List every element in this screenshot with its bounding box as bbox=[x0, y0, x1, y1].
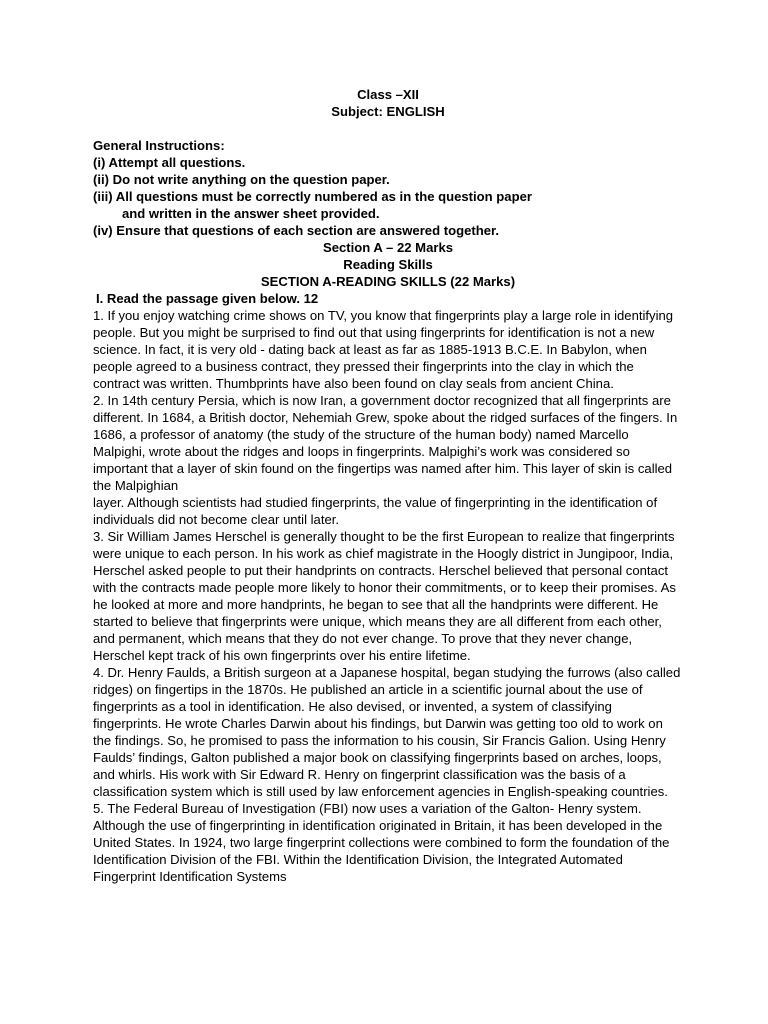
spacer bbox=[93, 120, 683, 137]
passage-paragraph-4: 4. Dr. Henry Faulds, a British surgeon at a Japanese hospital, began studying the furrows (also called ridges) on fingertips in the 1870s. He published an article in a scientific journal about the use of fingerprints as a tool in identification. He also devised, or invented, a system of classifying fingerprints. He wrote Charles Darwin about his findings, but Darwin was getting too old to work on the findings. So, he promised to pass the information to his cousin, Sir Francis Galion. Using Henry Faulds’ findings, Galton published a major book on classifying fingerprints based on arches, loops, and whirls. His work with Sir Edward R. Henry on fingerprint classification was the basis of a classification system which is still used by law enforcement agencies in English-speaking countries. bbox=[93, 665, 681, 799]
instruction-item-continuation: and written in the answer sheet provided. bbox=[122, 206, 380, 221]
instructions-heading: General Instructions: bbox=[93, 138, 225, 153]
class-heading: Class –XII bbox=[357, 87, 419, 102]
passage-paragraph-3: 3. Sir William James Herschel is generally thought to be the first European to realize that fingerprints were unique to each person. In his work as chief magistrate in the Hoogly district in Jungipoor, India, Herschel asked people to put their handprints on contracts. Herschel believed that personal contact with the contracts made people more likely to honor their commitments, or to keep their promises. As he looked at more and more handprints, he began to see that all the handprints were different. He started to believe that fingerprints were unique, which means they are all different from each other, and permanent, which means that they do not ever change. To prove that they never change, Herschel kept track of his own fingerprints over his entire lifetime. bbox=[93, 529, 676, 663]
passage-title: I. Read the passage given below. 12 bbox=[96, 291, 319, 306]
passage-paragraph-2: 2. In 14th century Persia, which is now Iran, a government doctor recognized that all fingerprints are different. In 1684, a British doctor, Nehemiah Grew, spoke about the ridged surfaces of the fingers. In 1686, a professor of anatomy (the study of the structure of the human body) named Marcello Malpighi, wrote about the ridges and loops in fingerprints. Malpighi’s work was considered so important that a layer of skin found on the fingertips was named after him. This layer of skin is called the Malpighian bbox=[93, 393, 678, 493]
instruction-item: (ii) Do not write anything on the question paper. bbox=[93, 172, 390, 187]
subject-heading: Subject: ENGLISH bbox=[331, 104, 445, 119]
section-marks-heading: Section A – 22 Marks bbox=[322, 240, 454, 255]
instruction-item: (iv) Ensure that questions of each section are answered together. bbox=[93, 223, 500, 238]
passage-paragraph-2-continuation: layer. Although scientists had studied fingerprints, the value of fingerprinting in the identification of individuals did not become clear until later. bbox=[93, 495, 658, 527]
section-name-heading: Reading Skills bbox=[343, 257, 433, 272]
passage-paragraph-1: 1. If you enjoy watching crime shows on TV, you know that fingerprints play a large role in identifying people. But you might be surprised to find out that using fingerprints for identification is not a new science. In fact, it is very old - dating back at least as far as 1885-1913 B.C.E. In Babylon, when people agreed to a business contract, they pressed their fingerprints into the clay in which the contract was written. Thumbprints have also been found on clay seals from ancient China. bbox=[93, 308, 674, 391]
passage-paragraph-5: 5. The Federal Bureau of Investigation (FBI) now uses a variation of the Galton- Henry system. Although the use of fingerprinting in identification originated in Britain, it has been developed in the United States. In 1924, two large fingerprint collections were combined to form the foundation of the Identification Division of the FBI. Within the Identification Division, the Integrated Automated Fingerprint Identification Systems bbox=[93, 801, 670, 884]
document-page bbox=[93, 86, 683, 885]
instruction-item: (iii) All questions must be correctly numbered as in the question paper bbox=[93, 189, 532, 204]
instruction-item: (i) Attempt all questions. bbox=[93, 155, 246, 170]
section-full-heading: SECTION A-READING SKILLS (22 Marks) bbox=[260, 274, 516, 289]
